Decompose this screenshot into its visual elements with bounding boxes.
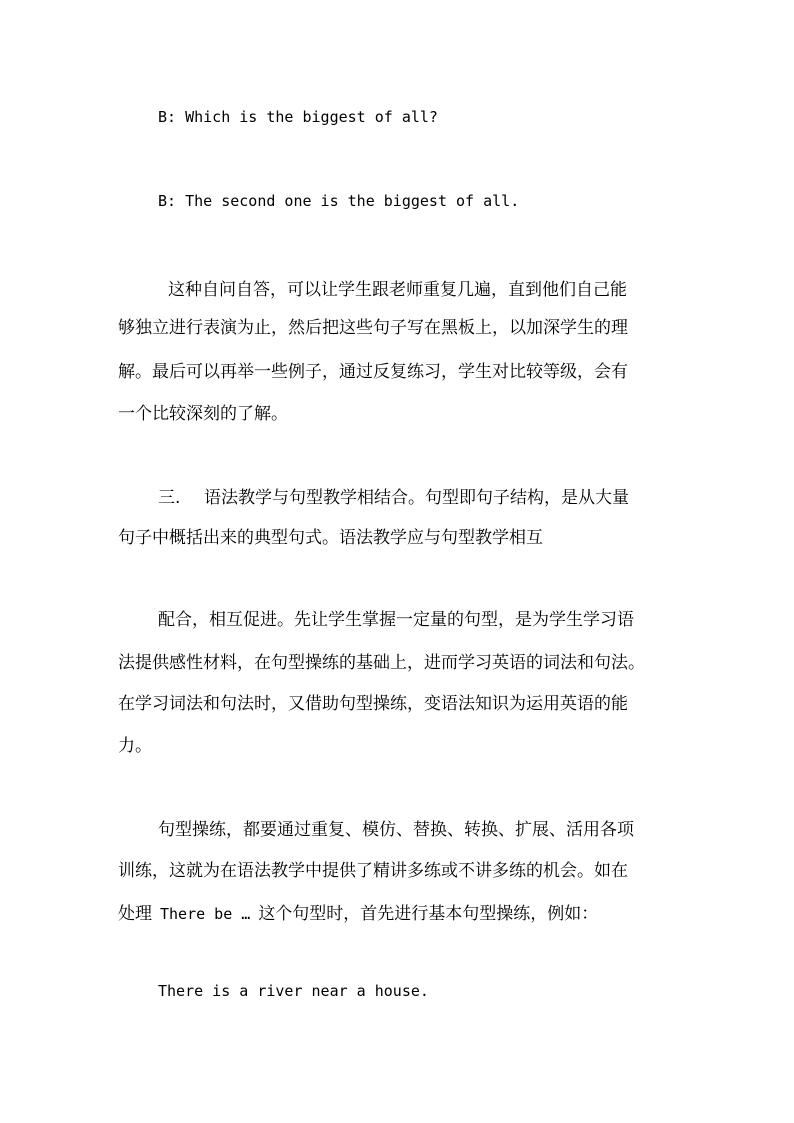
paragraph1-line2: 够独立进行表演为止，然后把这些句子写在黑板上，以加深学生的理 (118, 318, 628, 338)
paragraph1-line1: 这种自问自答，可以让学生跟老师重复几遍，直到他们自己能 (168, 280, 627, 300)
paragraph3-line1: 句型操练，都要通过重复、模仿、替换、转换、扩展、活用各项 (158, 820, 634, 840)
section3-line1: 语法教学与句型教学相结合。句型即句子结构，是从大量 (204, 488, 629, 508)
dialogue-line-1: B: Which is the biggest of all? (158, 108, 438, 126)
paragraph3-line3 (118, 899, 678, 925)
paragraph2-line4: 力。 (118, 736, 152, 756)
paragraph3-line2: 训练，这就为在语法教学中提供了精讲多练或不讲多练的机会。如在 (118, 861, 628, 881)
paragraph3-line3-prefix: 处理 (118, 904, 152, 924)
paragraph1-line4: 一个比较深刻的了解。 (118, 404, 288, 424)
section3-number: 三. (158, 488, 181, 508)
paragraph2-line2: 法提供感性材料，在句型操练的基础上，进而学习英语的词法和句法。 (118, 653, 645, 673)
paragraph3-line3-code: There be … (160, 905, 251, 923)
paragraph3-line3-suffix: 这个句型时，首先进行基本句型操练，例如： (258, 904, 599, 924)
paragraph2-line1: 配合，相互促进。先让学生掌握一定量的句型，是为学生学习语 (158, 610, 634, 630)
paragraph2-line3: 在学习词法和句法时，又借助句型操练，变语法知识为运用英语的能 (118, 694, 628, 714)
paragraph1-line3: 解。最后可以再举一些例子，通过反复练习，学生对比较等级，会有 (118, 362, 628, 382)
example-sentence: There is a river near a house. (158, 982, 429, 1000)
section3-line2: 句子中概括出来的典型句式。语法教学应与句型教学相互 (118, 528, 543, 548)
dialogue-line-2: B: The second one is the biggest of all. (158, 192, 520, 210)
